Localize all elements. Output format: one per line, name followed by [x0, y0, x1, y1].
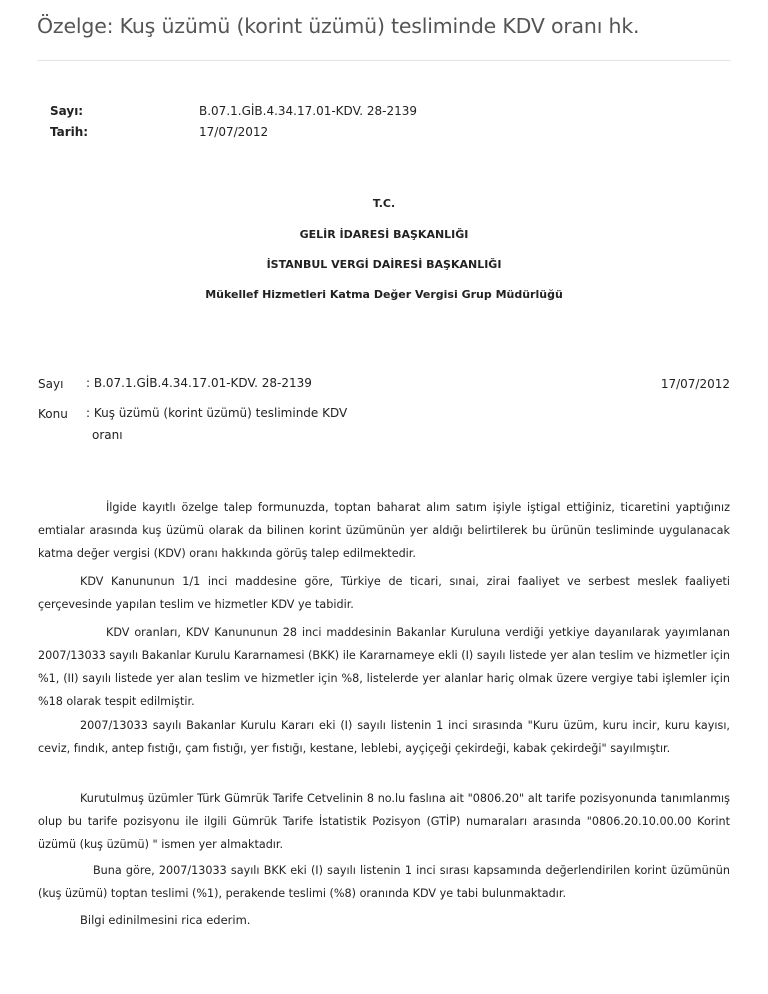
info-konu-line1: : Kuş üzümü (korint üzümü) tesliminde KDV — [86, 406, 348, 420]
info-konu-line2: oranı — [92, 428, 123, 442]
paragraph-3: KDV oranları, KDV Kanununun 28 inci maddesinin Bakanlar Kuruluna verdiği yetkiye dayanılarak yayımlanan 2007/13033 sayılı Bakanlar Kurulu Kararnamesi (BKK) ile Kararnameye ekli (I) sayılı listede yer alan teslim ve hizmetler için %1, (II) sayılı listede yer alan teslim ve hizmetler için %8, listelerde yer alanlar hariç olmak üzere vergiye tabi işlemler için %18 olarak tespit edilmiştir. — [38, 626, 730, 708]
meta-tarih-label: Tarih: — [50, 125, 89, 139]
paragraph-2: KDV Kanununun 1/1 inci maddesine göre, Türkiye de ticari, sınai, zirai faaliyet ve serbest meslek faaliyeti çerçevesinde yapılan teslim ve hizmetler KDV ye tabidir. — [38, 575, 730, 611]
meta-tarih-value: 17/07/2012 — [199, 125, 269, 139]
paragraph-1: İlgide kayıtlı özelge talep formunuzda, toptan baharat alım satım işiyle iştigal ettiğiniz, ticaretini yaptığınız emtialar arasında kuş üzümü olarak da bilinen korint üzümünün yer aldığı belirtilerek bu ürünün tesliminde uygulanacak katma değer vergisi (KDV) oranı hakkında görüş talep edilmektedir. — [38, 501, 730, 560]
closing-text: Bilgi edinilmesini rica ederim. — [80, 913, 251, 927]
header-mukellef-hizmetleri: Mükellef Hizmetleri Katma Değer Vergisi Grup Müdürlüğü — [205, 288, 563, 301]
header-gelir-idaresi: GELİR İDARESİ BAŞKANLIĞI — [299, 228, 469, 241]
info-sayi-value: : B.07.1.GİB.4.34.17.01-KDV. 28-2139 — [86, 376, 312, 390]
paragraph-5: Kurutulmuş üzümler Türk Gümrük Tarife Cetvelinin 8 no.lu faslına ait "0806.20" alt tarife pozisyonunda tanımlanmış olup bu tarife pozisyonu ile ilgili Gümrük Tarife İstatistik Pozisyon (GTİP) numaraları arasında "0806.20.10.00.00 Korint üzümü (kuş üzümü) " ismen yer almaktadır. — [38, 792, 730, 851]
meta-sayi-label: Sayı: — [50, 104, 84, 118]
paragraph-4: 2007/13033 sayılı Bakanlar Kurulu Kararı eki (I) sayılı listenin 1 inci sırasında "Kuru üzüm, kuru incir, kuru kayısı, ceviz, fındık, antep fıstığı, çam fıstığı, yer fıstığı, kestane, leblebi, ayçiçeği çekirdeği, kabak çekirdeği" sayılmıştır. — [38, 719, 730, 755]
info-konu-value — [86, 402, 347, 446]
info-date: 17/07/2012 — [660, 377, 730, 391]
header-tc: T.C. — [372, 197, 396, 210]
title-divider — [37, 60, 731, 61]
info-sayi-label: Sayı — [38, 377, 64, 391]
paragraph-6: Buna göre, 2007/13033 sayılı BKK eki (I) sayılı listenin 1 inci sırası kapsamında değerlendirilen korint üzümünün (kuş üzümü) toptan teslimi (%1), perakende teslimi (%8) oranında KDV ye tabi bulunmaktadır. — [38, 864, 730, 900]
page-title: Özelge: Kuş üzümü (korint üzümü) tesliminde KDV oranı hk. — [37, 14, 640, 38]
header-istanbul-vergi: İSTANBUL VERGİ DAİRESİ BAŞKANLIĞI — [266, 258, 502, 271]
meta-sayi-value: B.07.1.GİB.4.34.17.01-KDV. 28-2139 — [199, 104, 418, 118]
info-konu-label: Konu — [38, 407, 68, 421]
